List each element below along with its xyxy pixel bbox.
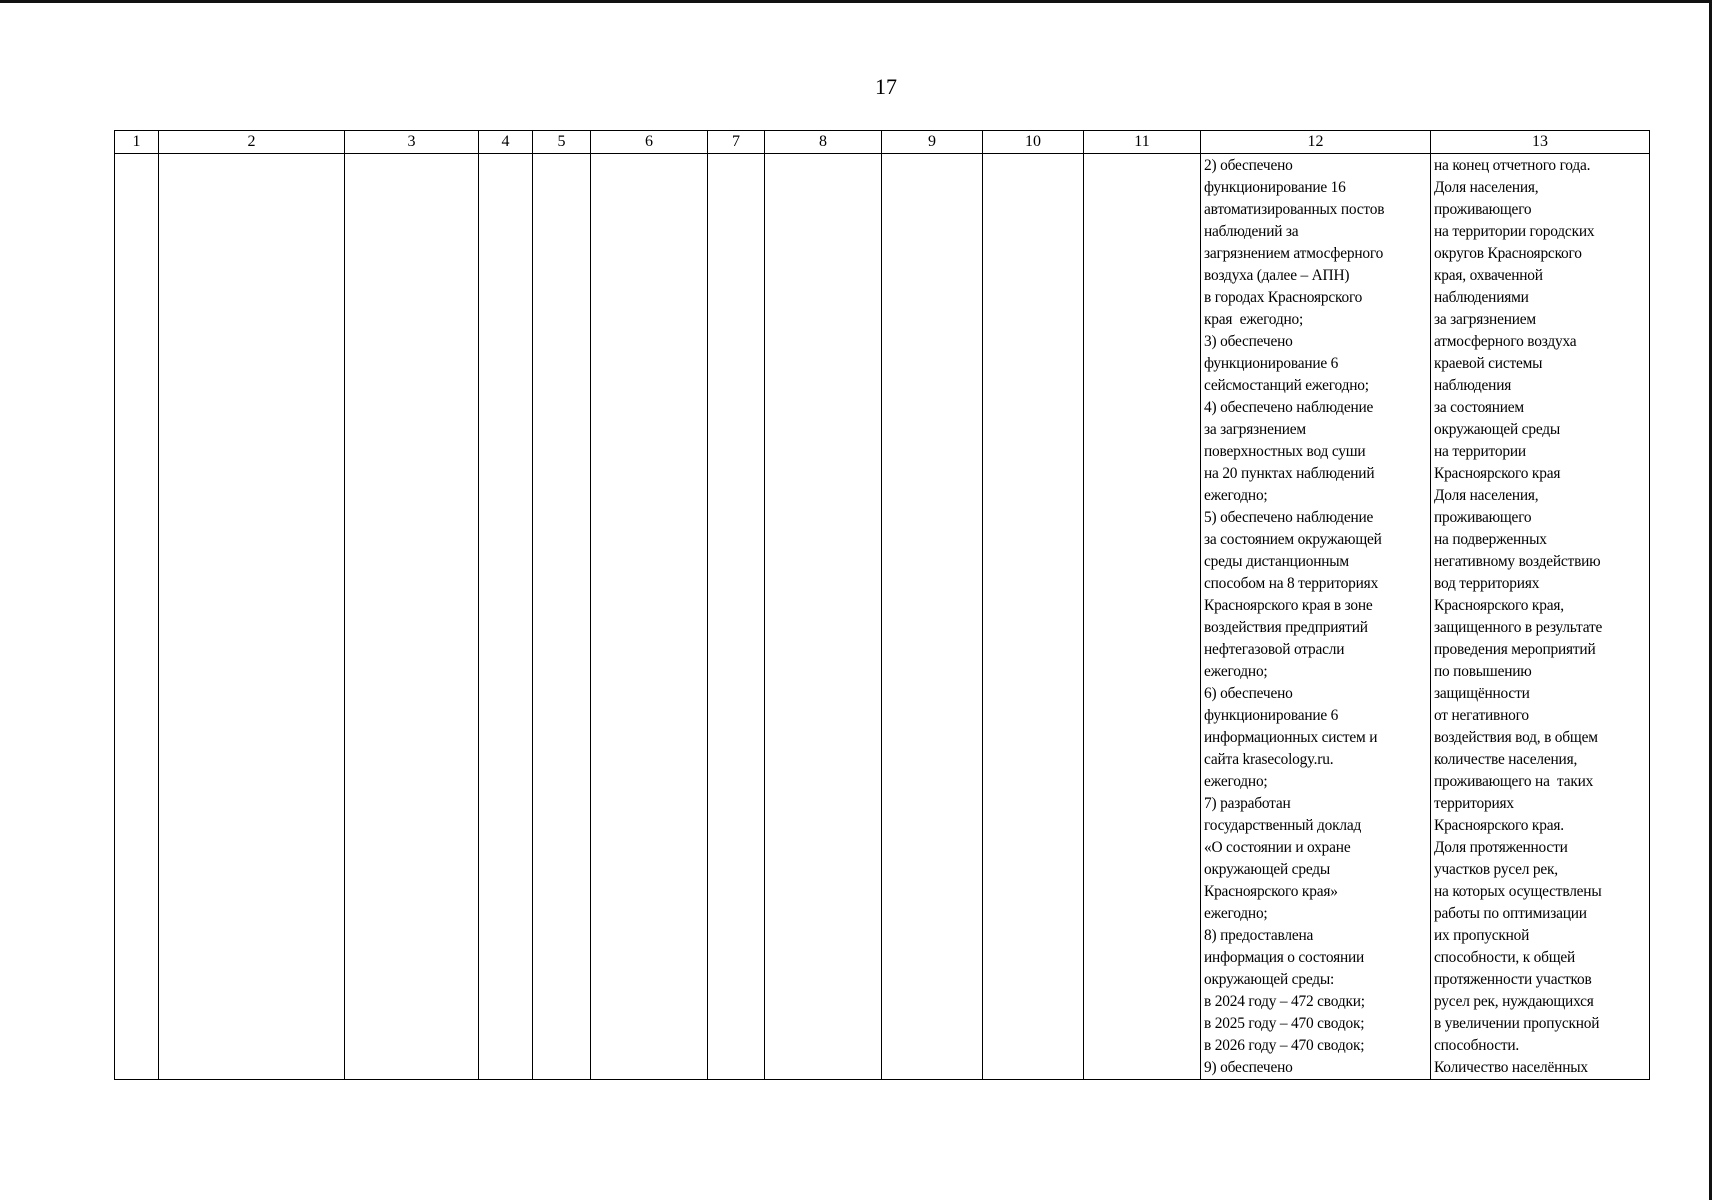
cell-col-4 <box>479 154 533 1080</box>
column-number-2: 2 <box>159 131 345 154</box>
indicators-text: на конец отчетного года. Доля населения, проживающего на территории городских округов Красноярского края, охваченной наблюдениями за загрязнением атмосферного воздуха краевой системы наблюдения за состоянием окружающей среды на территории Красноярского края Доля населения, проживающего на подверженных негативному воздействию вод территориях Красноярского края, защищенного в результате проведения мероприятий по повышению защищённости от негативного воздействия вод, в общем количестве населения, проживающего на таких территориях Красноярского края. Доля протяженности участков русел рек, на которых осуществлены работы по оптимизации их пропускной способности, к общей протяженности участков русел рек, нуждающихся в увеличении пропускной способности. Количество населённых <box>1434 157 1603 1076</box>
document-table <box>114 130 1650 1080</box>
column-number-9: 9 <box>882 131 983 154</box>
cell-col-10 <box>983 154 1084 1080</box>
cell-col-7 <box>708 154 765 1080</box>
column-number-5: 5 <box>533 131 591 154</box>
column-number-12: 12 <box>1201 131 1431 154</box>
column-number-7: 7 <box>708 131 765 154</box>
column-number-11: 11 <box>1084 131 1201 154</box>
page-number: 17 <box>875 74 897 99</box>
cell-col-12 <box>1201 154 1431 1080</box>
column-number-4: 4 <box>479 131 533 154</box>
column-number-8: 8 <box>765 131 882 154</box>
column-number-6: 6 <box>591 131 708 154</box>
column-number-1: 1 <box>115 131 159 154</box>
column-number-10: 10 <box>983 131 1084 154</box>
results-text: 2) обеспечено функционирование 16 автоматизированных постов наблюдений за загрязнением атмосферного воздуха (далее – АПН) в городах Красноярского края ежегодно; 3) обеспечено функционирование 6 сейсмостанций ежегодно; 4) обеспечено наблюдение за загрязнением поверхностных вод суши на 20 пунктах наблюдений ежегодно; 5) обеспечено наблюдение за состоянием окружающей среды дистанционным способом на 8 территориях Красноярского края в зоне воздействия предприятий нефтегазовой отрасли ежегодно; 6) обеспечено функционирование 6 информационных систем и сайта krasecology.ru. ежегодно; 7) разработан государственный доклад «О состоянии и охране окружающей среды Красноярского края» ежегодно; 8) предоставлена информация о состоянии окружающей среды: в 2024 году – 472 сводки; в 2025 году – 470 сводок; в 2026 году – 470 сводок; 9) обеспечено <box>1204 157 1385 1076</box>
cell-col-8 <box>765 154 882 1080</box>
cell-col-2 <box>159 154 345 1080</box>
cell-col-11 <box>1084 154 1201 1080</box>
column-number-row <box>115 131 1650 154</box>
scan-edge-top <box>0 0 1712 3</box>
cell-col-1 <box>115 154 159 1080</box>
cell-col-13 <box>1431 154 1650 1080</box>
table-row <box>115 154 1650 1080</box>
cell-col-5 <box>533 154 591 1080</box>
column-number-3: 3 <box>345 131 479 154</box>
cell-col-9 <box>882 154 983 1080</box>
column-number-13: 13 <box>1431 131 1650 154</box>
cell-col-6 <box>591 154 708 1080</box>
cell-col-3 <box>345 154 479 1080</box>
